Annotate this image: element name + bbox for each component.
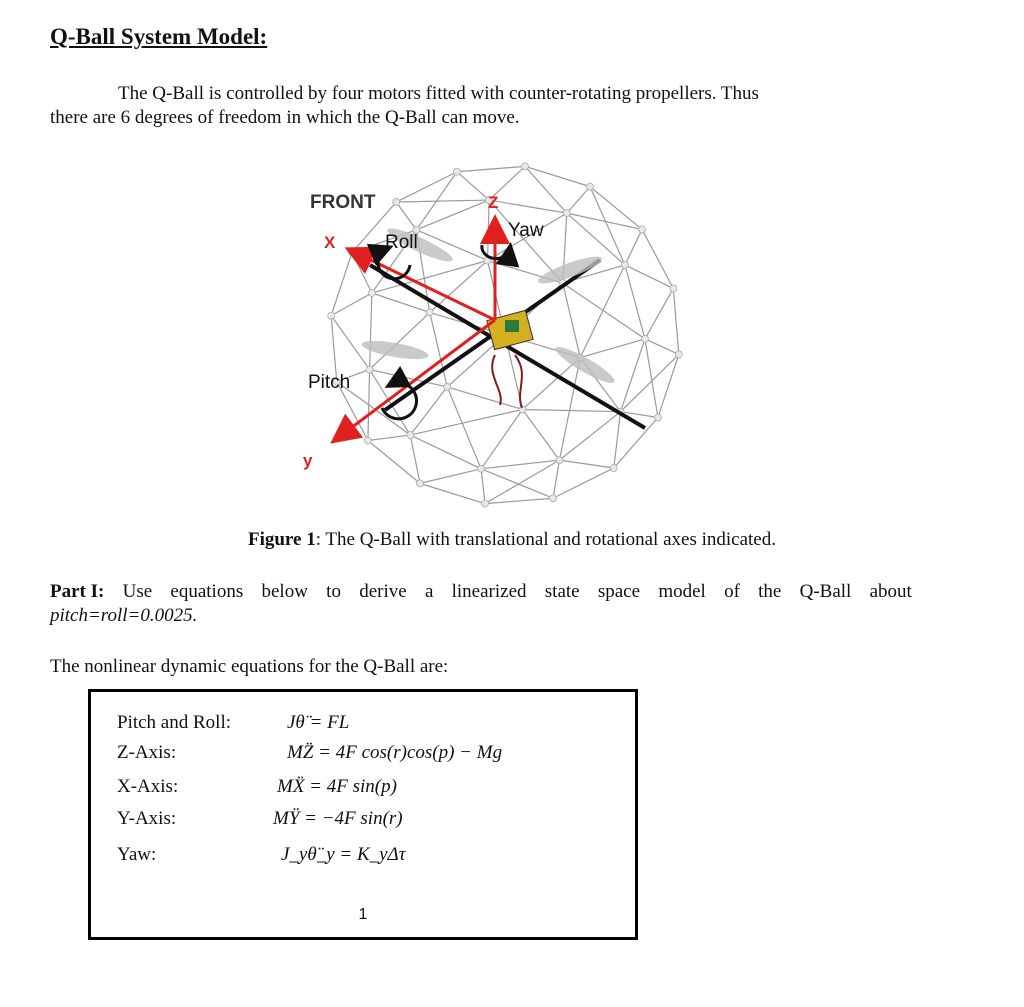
qball-diagram	[300, 150, 710, 530]
x-axis-label: X	[324, 233, 336, 252]
equation-expression: J_yθ̈_y = K_yΔτ	[281, 844, 406, 865]
part-one-line-1	[50, 580, 912, 604]
part-one-word: Q-Ball	[799, 581, 852, 602]
part-one-word: below	[261, 581, 308, 602]
part-one-word: a	[424, 581, 434, 602]
equation-row-x-axis	[117, 776, 617, 804]
page-heading: Q-Ball System Model:	[50, 24, 268, 49]
equation-row-z-axis	[117, 742, 617, 770]
equation-label: X-Axis:	[117, 776, 179, 797]
y-axis-arrow	[335, 320, 495, 440]
part-one-label: Part I:	[50, 581, 105, 602]
equation-label: Z-Axis:	[117, 742, 177, 763]
figure-caption	[0, 529, 1024, 551]
y-axis-label: y	[303, 451, 313, 470]
nonlinear-intro: The nonlinear dynamic equations for the Q-Ball are:	[50, 656, 449, 677]
part-one-word: space	[597, 581, 641, 602]
equation-row-y-axis	[117, 808, 617, 836]
part-one-word: model	[658, 581, 706, 602]
part-one-word: equations	[170, 581, 244, 602]
part-one-condition: pitch=roll=0.0025.	[50, 605, 198, 626]
figure-caption-label: Figure 1	[247, 529, 316, 550]
pitch-label: Pitch	[308, 372, 351, 393]
intro-line-1: The Q-Ball is controlled by four motors fitted with counter-rotating propellers. Thus	[118, 83, 759, 104]
equation-row-yaw	[117, 844, 617, 872]
equations-box	[88, 689, 638, 940]
part-one-word: state	[544, 581, 580, 602]
roll-label: Roll	[385, 232, 418, 253]
equation-expression: MŸ = −4F sin(r)	[273, 808, 403, 829]
motor-arms	[360, 223, 645, 428]
qball-figure	[300, 150, 710, 530]
front-label: FRONT	[310, 192, 376, 213]
part-one-instructions	[50, 580, 912, 628]
yaw-label: Yaw	[508, 220, 544, 241]
page-number: 1	[358, 906, 368, 923]
z-axis-label: Z	[488, 193, 499, 212]
equation-label: Pitch and Roll:	[117, 712, 231, 733]
figure-caption-text: : The Q-Ball with translational and rotational axes indicated.	[315, 529, 776, 550]
part-one-word: linearized	[451, 581, 527, 602]
part-one-word: of	[724, 581, 740, 602]
part-one-word: Use	[122, 581, 153, 602]
part-one-word: about	[869, 581, 912, 602]
part-one-word: to	[326, 581, 341, 602]
equation-expression: MZ̈ = 4F cos(r)cos(p) − Mg	[287, 742, 503, 763]
equation-row-pitch-roll	[117, 712, 617, 740]
intro-line-2: there are 6 degrees of freedom in which the Q-Ball can move.	[50, 107, 520, 128]
part-one-word: derive	[359, 581, 407, 602]
equation-label: Y-Axis:	[117, 808, 177, 829]
equation-expression: Jθ̈ = FL	[287, 712, 350, 733]
equation-expression: MẌ = 4F sin(p)	[277, 776, 397, 797]
part-one-word: the	[758, 581, 782, 602]
equation-label: Yaw:	[117, 844, 157, 865]
